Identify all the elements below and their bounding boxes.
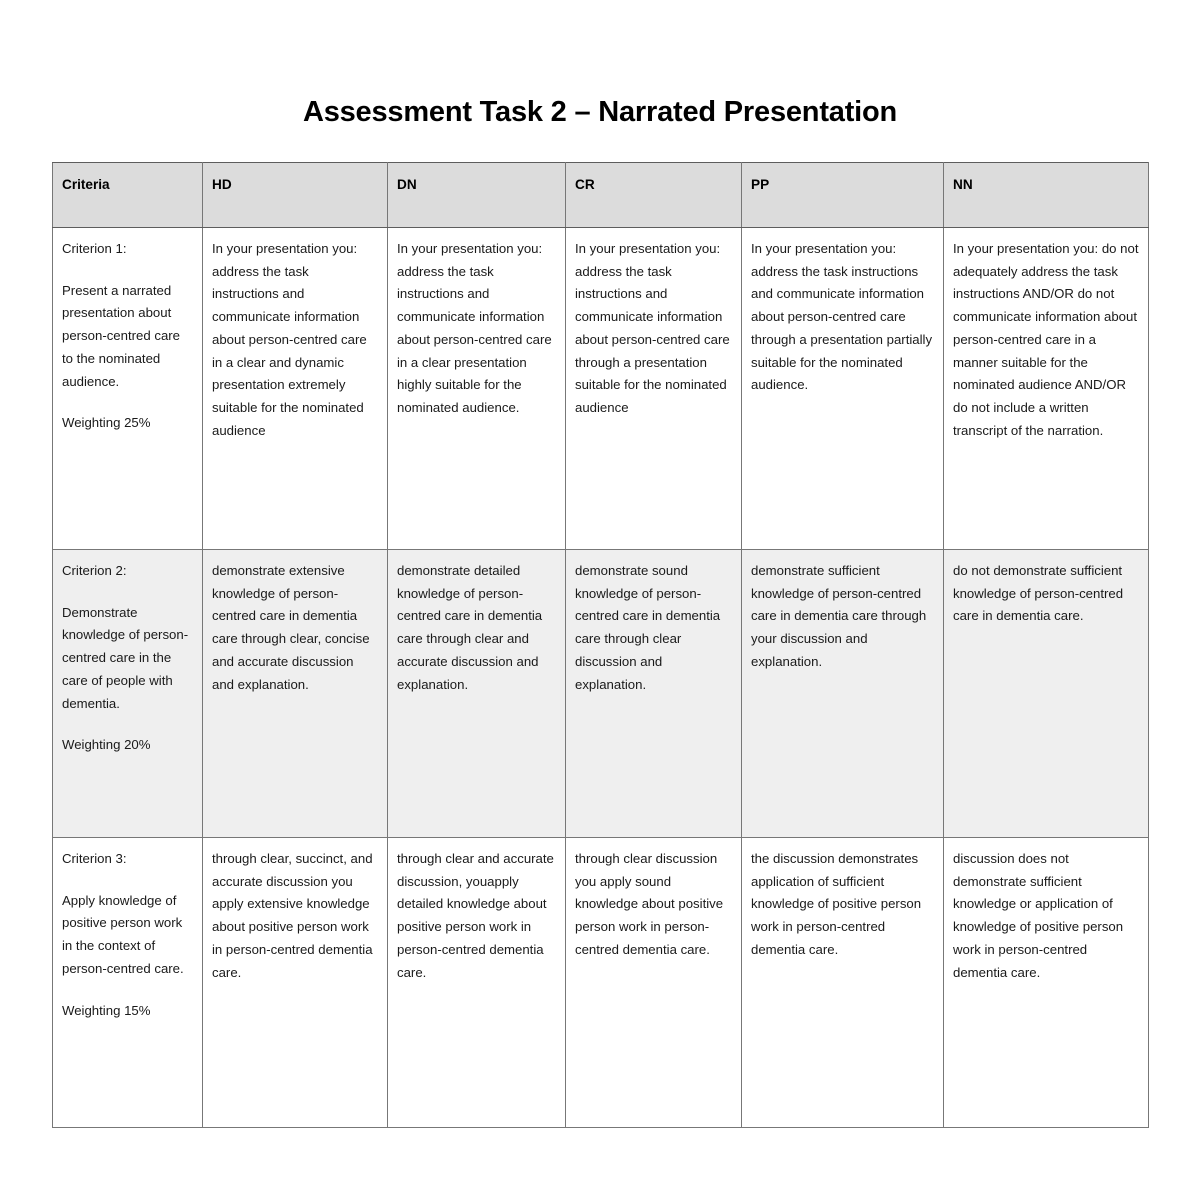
grade-descriptor: do not demonstrate sufficient knowledge of person-centred care in dementia care. (953, 563, 1124, 624)
grade-descriptor: through clear discussion you apply sound knowledge about positive person work in person-centred dementia care. (575, 851, 724, 957)
grade-descriptor: demonstrate sufficient knowledge of person-centred care in dementia care through your discussion and explanation. (751, 563, 927, 669)
column-header-criteria: Criteria (53, 163, 203, 228)
assessment-rubric-table (52, 162, 1149, 1128)
grade-cell-hd (203, 838, 388, 1128)
grade-descriptor: through clear, succinct, and accurate discussion you apply extensive knowledge about positive person work in person-centred dementia care. (212, 851, 373, 980)
grade-cell-nn (944, 550, 1149, 838)
table-row (53, 838, 1149, 1128)
grade-cell-dn (388, 550, 566, 838)
grade-descriptor: demonstrate extensive knowledge of person-centred care in dementia care through clear, concise and accurate discussion and explanation. (212, 563, 370, 692)
grade-cell-pp (742, 228, 944, 550)
column-header-hd: HD (203, 163, 388, 228)
criterion-label: Criterion 2: (62, 563, 127, 578)
criterion-label: Criterion 1: (62, 241, 127, 256)
criterion-description: Demonstrate knowledge of person-centred care in the care of people with dementia. (62, 604, 189, 711)
table-row (53, 228, 1149, 550)
grade-descriptor: demonstrate sound knowledge of person-centred care in dementia care through clear discussion and explanation. (575, 563, 721, 692)
criterion-weighting: Weighting 20% (62, 737, 151, 753)
criterion-weighting: Weighting 25% (62, 415, 151, 431)
grade-descriptor: through clear and accurate discussion, youapply detailed knowledge about positive person work in person-centred dementia care. (397, 851, 554, 980)
grade-descriptor: In your presentation you: do not adequately address the task instructions AND/OR do not communicate information about person-centred care in a manner suitable for the nominated audience AND/OR do not include a written transcript of the narration. (953, 241, 1139, 438)
grade-cell-dn (388, 228, 566, 550)
rubric-table-container (52, 162, 1148, 1128)
grade-cell-hd (203, 550, 388, 838)
grade-cell-cr (566, 838, 742, 1128)
criterion-label: Criterion 3: (62, 851, 127, 866)
grade-cell-dn (388, 838, 566, 1128)
grade-descriptor: the discussion demonstrates application of sufficient knowledge of positive person work in person-centred dementia care. (751, 851, 922, 957)
table-header-row (53, 163, 1149, 228)
column-header-nn: NN (944, 163, 1149, 228)
grade-cell-cr (566, 228, 742, 550)
page-title: Assessment Task 2 – Narrated Presentation (302, 96, 898, 128)
criterion-description: Apply knowledge of positive person work in the context of person-centred care. (62, 892, 184, 976)
grade-descriptor: In your presentation you: address the task instructions and communicate information about person-centred care through a presentation suitable for the nominated audience (575, 241, 730, 415)
grade-descriptor: In your presentation you: address the task instructions and communicate information about person-centred care through a presentation partially suitable for the nominated audience. (751, 241, 933, 393)
column-header-pp: PP (742, 163, 944, 228)
grade-cell-nn (944, 838, 1149, 1128)
grade-descriptor: In your presentation you: address the task instructions and communicate information about person-centred care in a clear presentation highly suitable for the nominated audience. (397, 241, 552, 415)
grade-descriptor: discussion does not demonstrate sufficient knowledge or application of knowledge of positive person work in person-centred dementia care. (953, 851, 1124, 980)
grade-cell-nn (944, 228, 1149, 550)
grade-descriptor: In your presentation you: address the task instructions and communicate information about person-centred care in a clear and dynamic presentation extremely suitable for the nominated audience (212, 241, 367, 438)
criterion-description: Present a narrated presentation about person-centred care to the nominated audience. (62, 282, 181, 389)
criterion-weighting: Weighting 15% (62, 1002, 151, 1018)
grade-cell-hd (203, 228, 388, 550)
criterion-cell (53, 228, 203, 550)
grade-cell-pp (742, 550, 944, 838)
column-header-dn: DN (388, 163, 566, 228)
grade-cell-pp (742, 838, 944, 1128)
criterion-cell (53, 550, 203, 838)
criterion-cell (53, 838, 203, 1128)
grade-descriptor: demonstrate detailed knowledge of person-centred care in dementia care through clear and accurate discussion and explanation. (397, 563, 543, 692)
grade-cell-cr (566, 550, 742, 838)
column-header-cr: CR (566, 163, 742, 228)
table-row (53, 550, 1149, 838)
